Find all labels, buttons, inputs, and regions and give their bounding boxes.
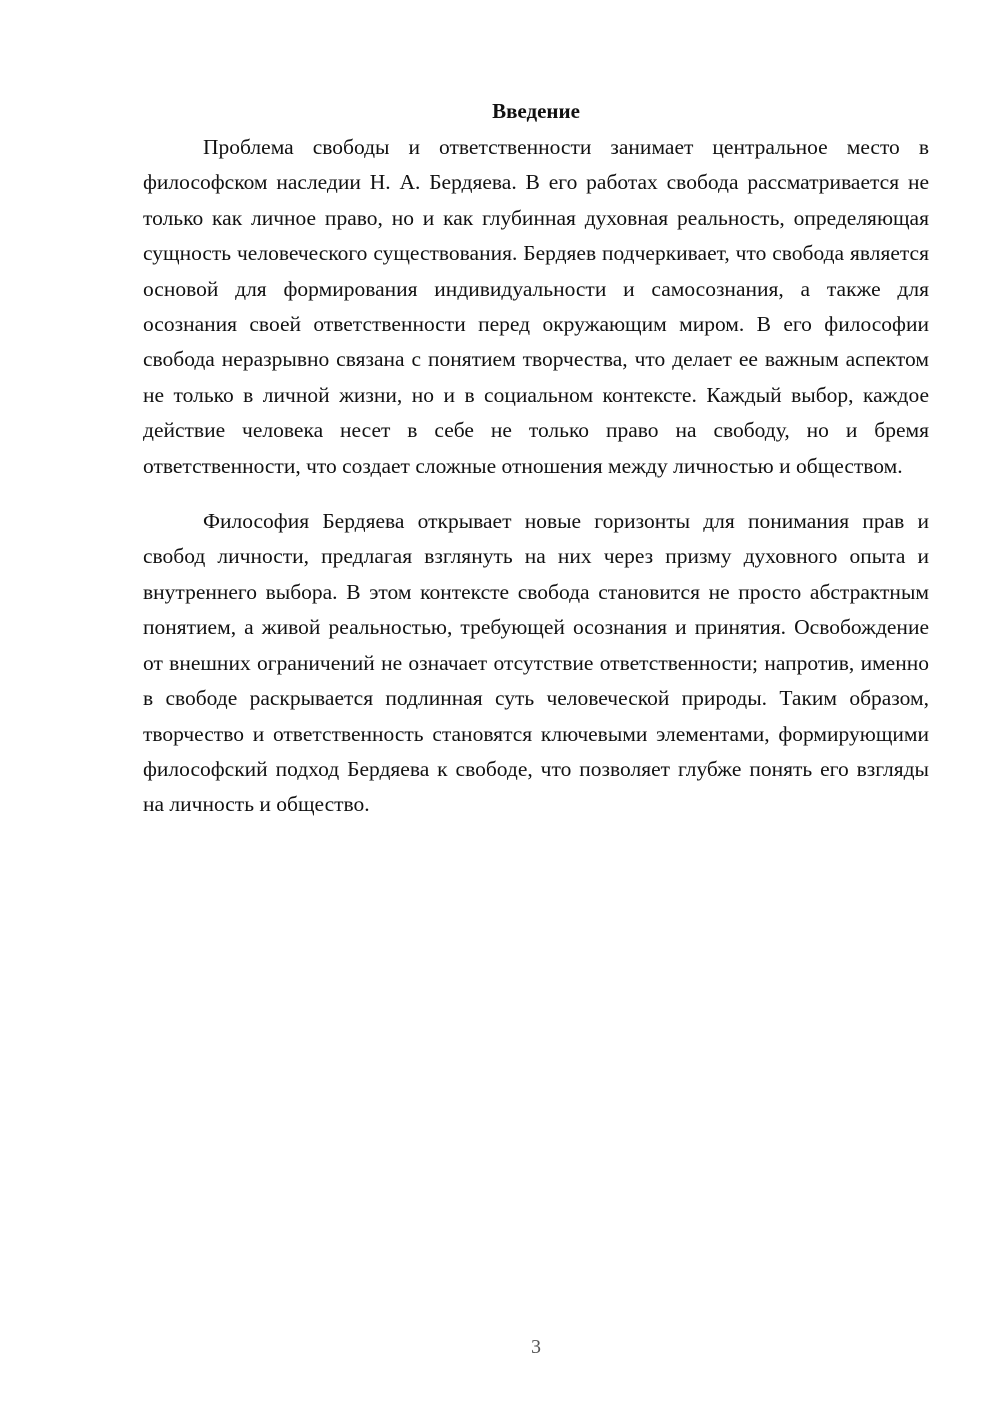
page-number: 3 [531,1336,541,1358]
paragraph-2: Философия Бердяева открывает новые горизонты для понимания прав и свобод личности, предлагая взглянуть на них через призму духовного опыта и внутреннего выбора. В этом контексте свобода становится не просто абстрактным понятием, а живой реальностью, требующей осознания и принятия. Освобождение от внешних ограничений не означает отсутствие ответственности; напротив, именно в свободе раскрывается подлинная суть человеческой природы. Таким образом, творчество и ответственность становятся ключевыми элементами, формирующими философский подход Бердяева к свободе, что позволяет глубже понять его взгляды на личность и общество. [143,509,929,817]
section-title: Введение [492,99,580,123]
paragraph-1: Проблема свободы и ответственности занимает центральное место в философском наследии Н. А. Бердяева. В его работах свобода рассматривается не только как личное право, но и как глубинная духовная реальность, определяющая сущность человеческого существования. Бердяев подчеркивает, что свобода является основой для формирования индивидуальности и самосознания, а также для осознания своей ответственности перед окружающим миром. В его философии свобода неразрывно связана с понятием творчества, что делает ее важным аспектом не только в личной жизни, но и в социальном контексте. Каждый выбор, каждое действие человека несет в себе не только право на свободу, но и бремя ответственности, что создает сложные отношения между личностью и обществом. [143,135,929,478]
page-content [143,96,929,823]
